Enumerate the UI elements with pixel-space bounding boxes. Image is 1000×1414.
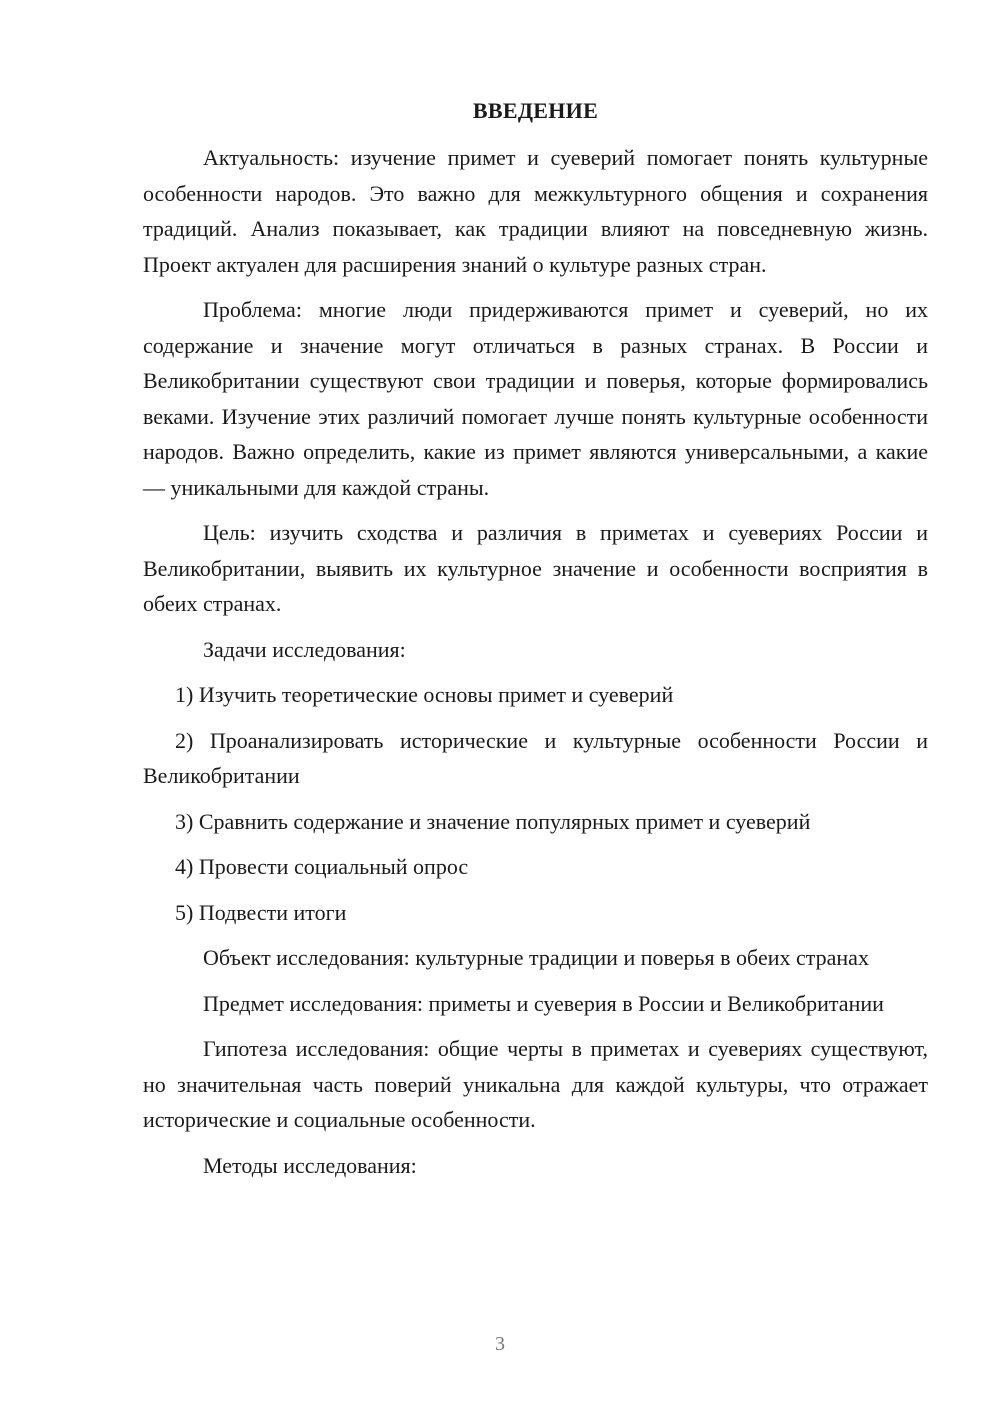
subject-paragraph: Предмет исследования: приметы и суеверия в России и Великобритании (203, 990, 884, 1016)
list-item: 2) Проанализировать исторические и культурные особенности России и Великобритании (143, 727, 928, 788)
hypothesis-paragraph: Гипотеза исследования: общие черты в приметах и суевериях существуют, но значительная часть поверий уникальна для каждой культуры, что отражает исторические и социальные особенности. (143, 1036, 928, 1132)
list-item: 1) Изучить теоретические основы примет и суеверий (175, 682, 674, 707)
list-item: 5) Подвести итоги (175, 899, 347, 925)
page-number: 3 (495, 1333, 505, 1355)
document-page (143, 94, 928, 1193)
problem-paragraph: Проблема: многие люди придерживаются примет и суеверий, но их содержание и значение могут отличаться в разных странах. В России и Великобритании существуют свои традиции и поверья, которые формировались веками. Изучение этих различий помогает лучше понять культурные особенности народов. Важно определить, какие из примет являются универсальными, а какие — уникальными для каждой страны. (143, 297, 928, 500)
page-title: ВВЕДЕНИЕ (472, 98, 599, 123)
list-item: 4) Провести социальный опрос (175, 854, 469, 879)
object-paragraph: Объект исследования: культурные традиции и поверья в обеих странах (203, 945, 869, 970)
tasks-list (143, 677, 928, 930)
goal-paragraph: Цель: изучить сходства и различия в приметах и суевериях России и Великобритании, выявить их культурное значение и особенности восприятия в обеих странах. (143, 520, 928, 616)
methods-heading: Методы исследования: (203, 1152, 417, 1178)
tasks-heading: Задачи исследования: (203, 636, 406, 662)
list-item: 3) Сравнить содержание и значение популярных примет и суеверий (175, 808, 811, 834)
relevance-paragraph: Актуальность: изучение примет и суеверий помогает понять культурные особенности народов. Это важно для межкультурного общения и сохранения традиций. Анализ показывает, как традиции влияют на повседневную жизнь. Проект актуален для расширения знаний о культуре разных стран. (143, 145, 928, 277)
